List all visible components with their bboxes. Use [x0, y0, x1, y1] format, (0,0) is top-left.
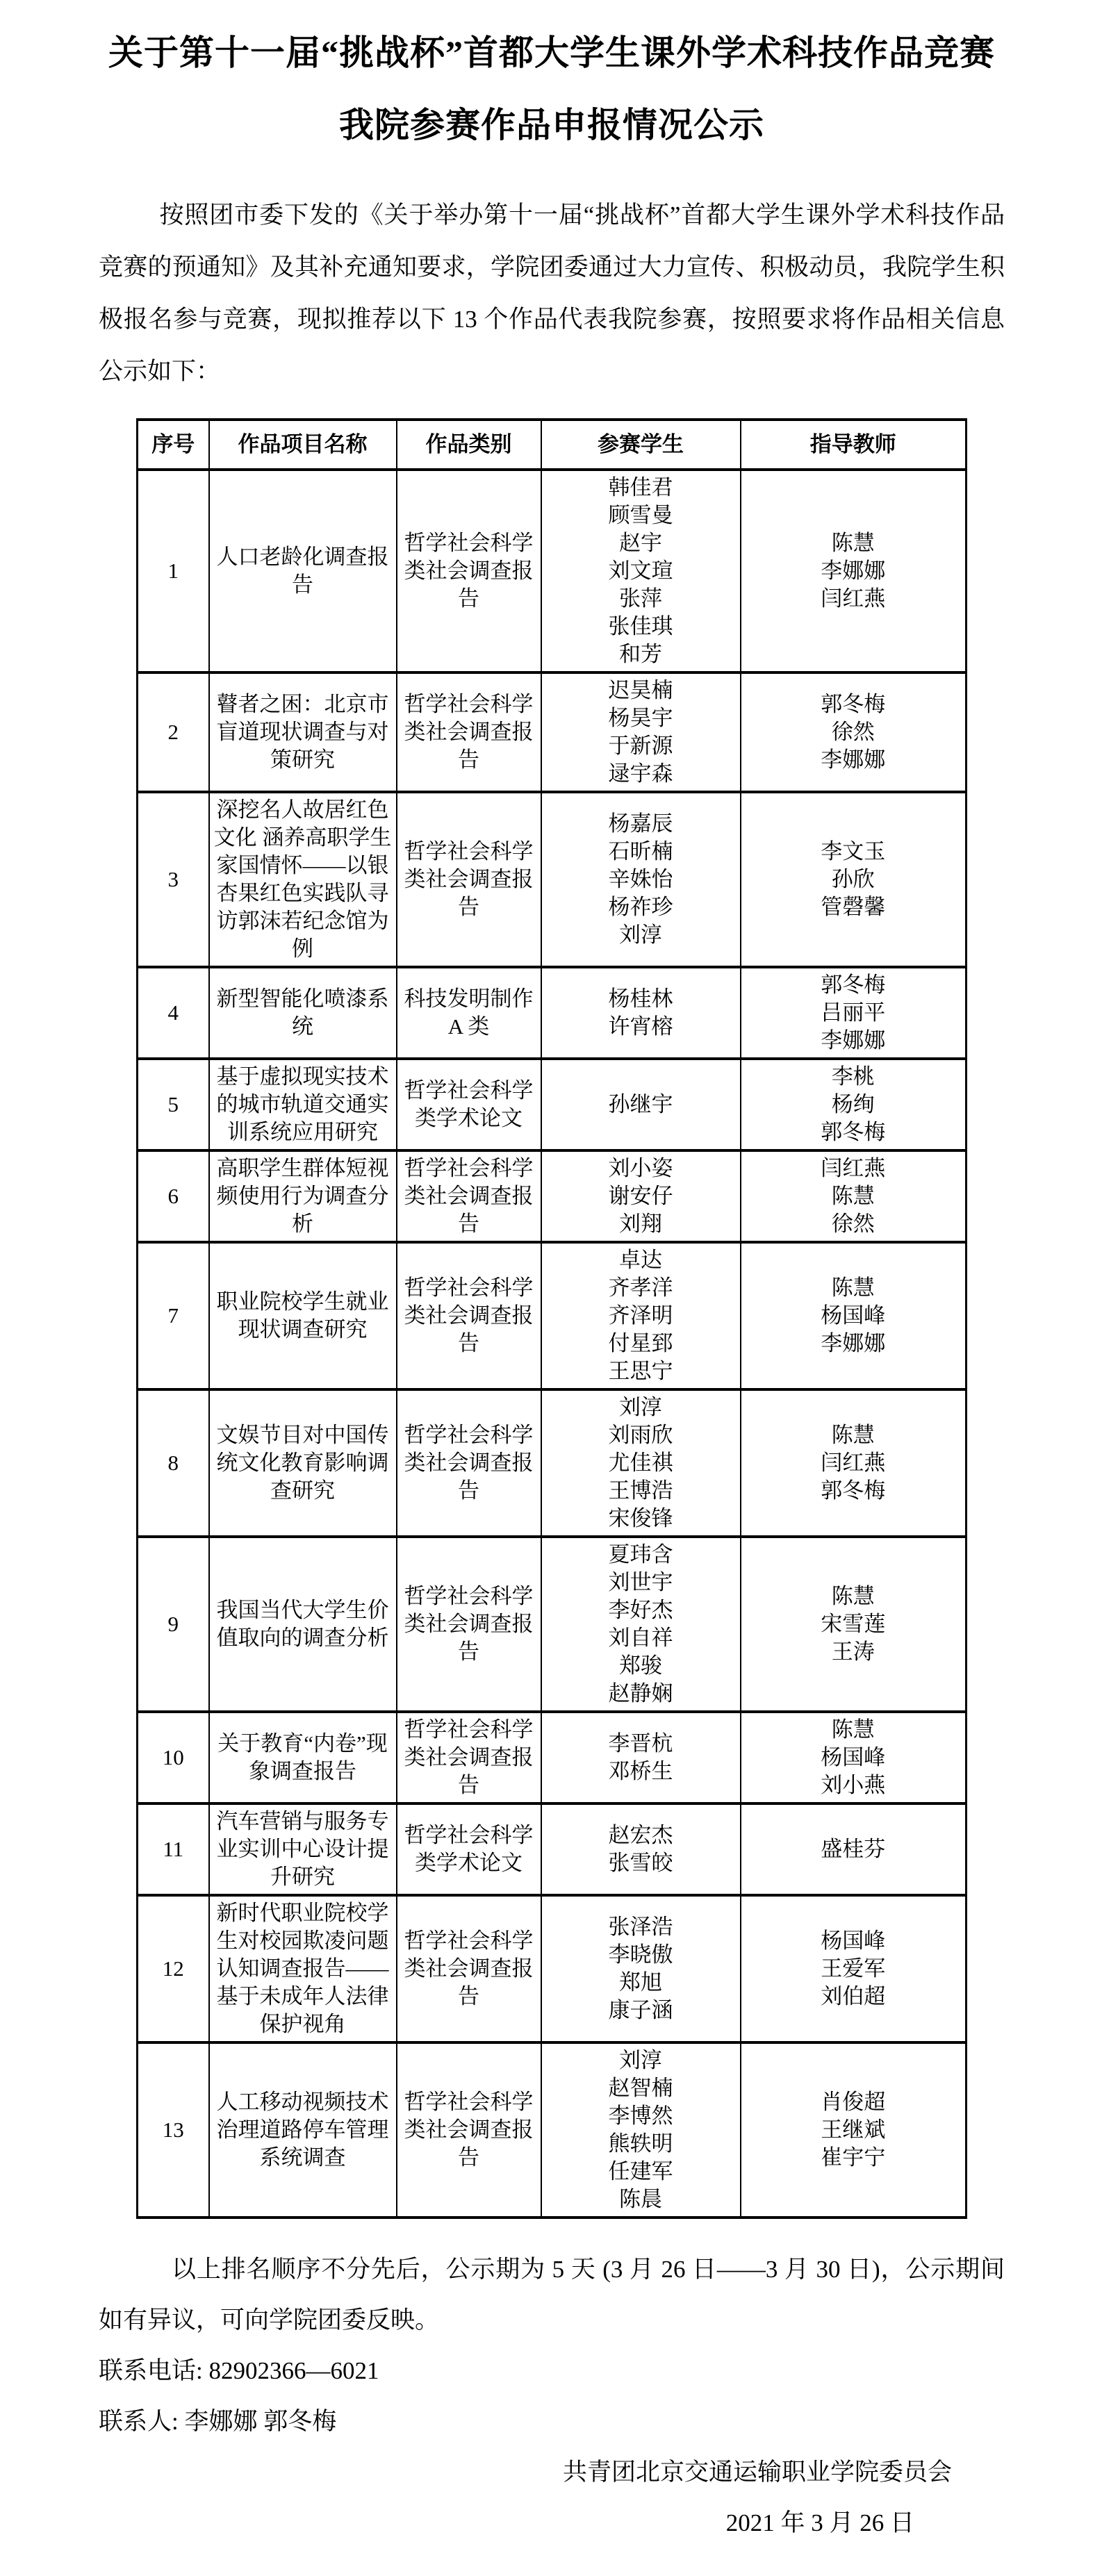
- person-name: 郭冬梅: [821, 692, 886, 716]
- person-name: 李娜娜: [821, 748, 886, 772]
- person-name: 杨祚珍: [608, 895, 673, 919]
- person-name: 宋雪莲: [821, 1612, 886, 1636]
- teachers-cell: [741, 1895, 967, 2042]
- person-name: 肖俊超: [821, 2090, 886, 2114]
- teachers-cell: [741, 470, 967, 672]
- person-name: 张萍: [619, 586, 662, 611]
- person-name: 王博浩: [608, 1478, 673, 1503]
- person-name: 刘淳: [619, 923, 662, 947]
- serial-cell: 3: [138, 792, 209, 967]
- person-name: 刘淳: [619, 2048, 662, 2072]
- project-name-cell: 新型智能化喷漆系统: [209, 967, 397, 1059]
- category-cell: 哲学社会科学类社会调查报告: [397, 792, 541, 967]
- serial-cell: 5: [138, 1059, 209, 1150]
- serial-cell: 8: [138, 1389, 209, 1537]
- person-name: 赵静娴: [608, 1681, 673, 1706]
- teachers-cell: [741, 1059, 967, 1150]
- person-name: 刘伯超: [821, 1984, 886, 2008]
- person-name: 李娜娜: [821, 1028, 886, 1052]
- person-name: 李晋杭: [608, 1731, 673, 1756]
- serial-cell: 6: [138, 1150, 209, 1242]
- table-row: [138, 792, 967, 967]
- students-cell: [541, 967, 741, 1059]
- project-name-cell: 人工移动视频技术治理道路停车管理系统调查: [209, 2042, 397, 2218]
- header-category: 作品类别: [397, 420, 541, 470]
- header-project-name: 作品项目名称: [209, 420, 397, 470]
- person-name: 杨桂林: [608, 986, 673, 1011]
- person-name: 李娜娜: [821, 1331, 886, 1355]
- project-name-cell: 瞽者之困：北京市盲道现状调查与对策研究: [209, 672, 397, 792]
- person-name: 李娜娜: [821, 559, 886, 583]
- category-cell: 哲学社会科学类社会调查报告: [397, 470, 541, 672]
- document-title-line2: 我院参赛作品申报情况公示: [339, 106, 764, 145]
- person-name: 邓桥生: [608, 1759, 673, 1783]
- person-name: 闫红燕: [821, 586, 886, 611]
- person-name: 付星郅: [608, 1331, 673, 1355]
- person-name: 崔宇宁: [821, 2145, 886, 2170]
- issuing-committee: 共青团北京交通运输职业学院委员会: [562, 2459, 952, 2486]
- table-row: [138, 1895, 967, 2042]
- person-name: 王爱军: [821, 1956, 886, 1981]
- table-row: [138, 1242, 967, 1389]
- person-name: 韩佳君: [608, 475, 673, 499]
- person-name: 陈慧: [831, 1584, 875, 1608]
- teachers-cell: [741, 1389, 967, 1537]
- students-cell: [541, 470, 741, 672]
- category-cell: 科技发明制作 A 类: [397, 967, 541, 1059]
- person-name: 任建军: [608, 2159, 673, 2183]
- project-name-cell: 关于教育“内卷”现象调查报告: [209, 1712, 397, 1803]
- category-cell: 哲学社会科学类社会调查报告: [397, 1242, 541, 1389]
- project-name-cell: 文娱节目对中国传统文化教育影响调查研究: [209, 1389, 397, 1537]
- person-name: 陈慧: [831, 1423, 875, 1447]
- contact-phone: 联系电话: 82902366—6021: [99, 2357, 379, 2384]
- category-cell: 哲学社会科学类社会调查报告: [397, 2042, 541, 2218]
- person-name: 夏玮含: [608, 1542, 673, 1567]
- teachers-cell: [741, 2042, 967, 2218]
- students-cell: [541, 1059, 741, 1150]
- person-name: 杨昊宇: [608, 706, 673, 730]
- person-name: 刘淳: [619, 1395, 662, 1419]
- person-name: 熊轶明: [608, 2131, 673, 2156]
- person-name: 刘小姿: [608, 1156, 673, 1180]
- intro-paragraph: 按照团市委下发的《关于举办第十一届“挑战杯”首都大学生课外学术科技作品竞赛的预通知》及其补充通知要求，学院团委通过大力宣传、积极动员，我院学生积极报名参与竞赛，现拟推荐以下 13 个作品代表我院参赛，按照要求将作品相关信息公示如下：: [99, 201, 1005, 385]
- category-cell: 哲学社会科学类学术论文: [397, 1059, 541, 1150]
- header-teachers: 指导教师: [741, 420, 967, 470]
- category-cell: 哲学社会科学类社会调查报告: [397, 1895, 541, 2042]
- project-name-cell: 深挖名人故居红色文化 涵养高职学生家国情怀——以银杏果红色实践队寻访郭沫若纪念馆为例: [209, 792, 397, 967]
- table-row: [138, 1150, 967, 1242]
- person-name: 赵宇: [619, 531, 662, 555]
- project-name-cell: 我国当代大学生价值取向的调查分析: [209, 1537, 397, 1712]
- person-name: 张雪皎: [608, 1851, 673, 1875]
- person-name: 陈慧: [831, 1184, 875, 1208]
- person-name: 闫红燕: [821, 1451, 886, 1475]
- students-cell: [541, 1537, 741, 1712]
- person-name: 郭冬梅: [821, 973, 886, 997]
- students-cell: [541, 2042, 741, 2218]
- serial-cell: 2: [138, 672, 209, 792]
- category-cell: 哲学社会科学类社会调查报告: [397, 1537, 541, 1712]
- contact-person: 联系人: 李娜娜 郭冬梅: [99, 2408, 337, 2435]
- project-name-cell: 高职学生群体短视频使用行为调查分析: [209, 1150, 397, 1242]
- person-name: 杨绚: [831, 1092, 875, 1116]
- person-name: 徐然: [831, 1212, 875, 1236]
- person-name: 王涛: [831, 1640, 875, 1664]
- person-name: 张佳琪: [608, 614, 673, 638]
- teachers-cell: [741, 792, 967, 967]
- person-name: 郑骏: [619, 1653, 662, 1678]
- person-name: 刘文瑄: [608, 559, 673, 583]
- person-name: 李晓傲: [608, 1942, 673, 1967]
- person-name: 盛桂芬: [821, 1837, 886, 1861]
- person-name: 杨嘉辰: [608, 811, 673, 836]
- person-name: 王思宁: [608, 1359, 673, 1383]
- category-cell: 哲学社会科学类社会调查报告: [397, 1150, 541, 1242]
- person-name: 辛姝怡: [608, 867, 673, 891]
- person-name: 齐孝洋: [608, 1275, 673, 1300]
- students-cell: [541, 1150, 741, 1242]
- person-name: 杨国峰: [821, 1303, 886, 1328]
- document-title-line1: 关于第十一届“挑战杯”首都大学生课外学术科技作品竞赛: [108, 33, 995, 72]
- person-name: 刘雨欣: [608, 1423, 673, 1447]
- serial-cell: 11: [138, 1803, 209, 1895]
- serial-cell: 1: [138, 470, 209, 672]
- person-name: 孙继宇: [608, 1092, 673, 1116]
- person-name: 逯宇森: [608, 761, 673, 786]
- table-row: [138, 1537, 967, 1712]
- students-cell: [541, 1803, 741, 1895]
- person-name: 许宵榕: [608, 1014, 673, 1039]
- person-name: 迟昊楠: [608, 678, 673, 702]
- students-cell: [541, 1895, 741, 2042]
- teachers-cell: [741, 1242, 967, 1389]
- students-cell: [541, 1389, 741, 1537]
- person-name: 杨国峰: [821, 1929, 886, 1953]
- person-name: 张泽浩: [608, 1915, 673, 1939]
- person-name: 郭冬梅: [821, 1478, 886, 1503]
- serial-cell: 12: [138, 1895, 209, 2042]
- person-name: 管磬馨: [821, 895, 886, 919]
- project-name-cell: 人口老龄化调查报告: [209, 470, 397, 672]
- person-name: 陈晨: [619, 2187, 662, 2211]
- person-name: 李博然: [608, 2104, 673, 2128]
- teachers-cell: [741, 1150, 967, 1242]
- table-row: [138, 1712, 967, 1803]
- students-cell: [541, 672, 741, 792]
- person-name: 王继斌: [821, 2117, 886, 2142]
- header-serial: 序号: [138, 420, 209, 470]
- students-cell: [541, 1712, 741, 1803]
- table-row: [138, 470, 967, 672]
- issue-date: 2021 年 3 月 26 日: [725, 2509, 914, 2536]
- person-name: 齐泽明: [608, 1303, 673, 1328]
- students-cell: [541, 792, 741, 967]
- person-name: 刘翔: [619, 1212, 662, 1236]
- person-name: 徐然: [831, 720, 875, 744]
- person-name: 闫红燕: [821, 1156, 886, 1180]
- category-cell: 哲学社会科学类社会调查报告: [397, 1389, 541, 1537]
- project-name-cell: 新时代职业院校学生对校园欺凌问题认知调查报告——基于未成年人法律保护视角: [209, 1895, 397, 2042]
- table-row: [138, 2042, 967, 2218]
- person-name: 谢安仔: [608, 1184, 673, 1208]
- person-name: 石昕楠: [608, 839, 673, 864]
- person-name: 郑旭: [619, 1970, 662, 1995]
- table-header-row: [138, 420, 967, 470]
- person-name: 宋俊锋: [608, 1506, 673, 1530]
- table-row: [138, 672, 967, 792]
- person-name: 赵智楠: [608, 2076, 673, 2100]
- person-name: 吕丽平: [821, 1000, 886, 1025]
- person-name: 刘自祥: [608, 1626, 673, 1650]
- table-row: [138, 1059, 967, 1150]
- header-students: 参赛学生: [541, 420, 741, 470]
- person-name: 赵宏杰: [608, 1823, 673, 1847]
- project-name-cell: 汽车营销与服务专业实训中心设计提升研究: [209, 1803, 397, 1895]
- person-name: 陈慧: [831, 1275, 875, 1300]
- serial-cell: 9: [138, 1537, 209, 1712]
- person-name: 于新源: [608, 734, 673, 758]
- teachers-cell: [741, 672, 967, 792]
- serial-cell: 4: [138, 967, 209, 1059]
- teachers-cell: [741, 1712, 967, 1803]
- document-footer: [99, 2244, 1005, 2548]
- person-name: 刘世宇: [608, 1570, 673, 1594]
- category-cell: 哲学社会科学类社会调查报告: [397, 1712, 541, 1803]
- person-name: 李文玉: [821, 839, 886, 864]
- publicity-note: 以上排名顺序不分先后，公示期为 5 天 (3 月 26 日——3 月 30 日)，公示期间如有异议，可向学院团委反映。: [99, 2256, 1005, 2334]
- table-row: [138, 1389, 967, 1537]
- person-name: 杨国峰: [821, 1745, 886, 1769]
- teachers-cell: [741, 967, 967, 1059]
- person-name: 刘小燕: [821, 1773, 886, 1797]
- person-name: 卓达: [619, 1248, 662, 1272]
- person-name: 陈慧: [831, 1717, 875, 1742]
- person-name: 和芳: [619, 642, 662, 666]
- serial-cell: 7: [138, 1242, 209, 1389]
- table-row: [138, 1803, 967, 1895]
- person-name: 郭冬梅: [821, 1120, 886, 1144]
- category-cell: 哲学社会科学类学术论文: [397, 1803, 541, 1895]
- project-name-cell: 基于虚拟现实技术的城市轨道交通实训系统应用研究: [209, 1059, 397, 1150]
- project-name-cell: 职业院校学生就业现状调查研究: [209, 1242, 397, 1389]
- table-row: [138, 967, 967, 1059]
- person-name: 陈慧: [831, 531, 875, 555]
- serial-cell: 10: [138, 1712, 209, 1803]
- teachers-cell: [741, 1537, 967, 1712]
- teachers-cell: [741, 1803, 967, 1895]
- person-name: 顾雪曼: [608, 503, 673, 527]
- person-name: 尤佳祺: [608, 1451, 673, 1475]
- students-cell: [541, 1242, 741, 1389]
- person-name: 康子涵: [608, 1998, 673, 2022]
- person-name: 孙欣: [831, 867, 875, 891]
- serial-cell: 13: [138, 2042, 209, 2218]
- category-cell: 哲学社会科学类社会调查报告: [397, 672, 541, 792]
- person-name: 李桃: [831, 1064, 875, 1089]
- person-name: 李好杰: [608, 1598, 673, 1622]
- works-table: [136, 418, 967, 2219]
